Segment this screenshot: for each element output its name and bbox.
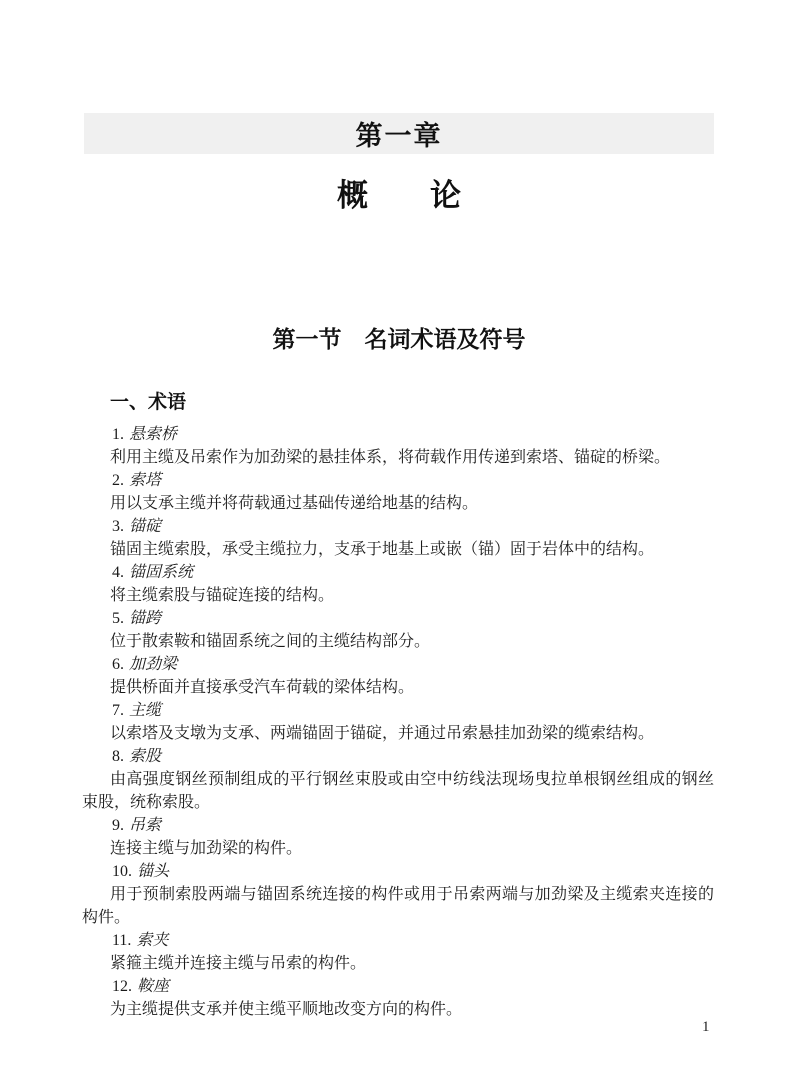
term-name: 加劲梁 bbox=[129, 656, 178, 673]
term-definition: 位于散索鞍和锚固系统之间的主缆结构部分。 bbox=[110, 633, 431, 650]
term-definition: 紧箍主缆并连接主缆与吊索的构件。 bbox=[110, 955, 367, 972]
term-title bbox=[82, 423, 714, 446]
term-definition: 用以支承主缆并将荷载通过基础传递给地基的结构。 bbox=[110, 495, 479, 512]
term-name: 索塔 bbox=[129, 472, 162, 489]
page-number: 1 bbox=[702, 1019, 710, 1035]
term-number: 10. bbox=[112, 863, 132, 880]
terms-list bbox=[82, 423, 714, 1021]
term-definition: 以索塔及支墩为支承、两端锚固于锚碇，并通过吊索悬挂加劲梁的缆索结构。 bbox=[110, 725, 655, 742]
term-definition: 用于预制索股两端与锚固系统连接的构件或用于吊索两端与加劲梁及主缆索夹连接的构件。 bbox=[82, 886, 714, 926]
chapter-label: 第一章 bbox=[355, 121, 443, 151]
chapter-title: 概 论 bbox=[337, 178, 461, 213]
term-number: 9. bbox=[112, 817, 124, 834]
subsection-heading: 一、术语 bbox=[110, 392, 187, 413]
term-name: 锚头 bbox=[137, 863, 170, 880]
term-title bbox=[82, 745, 714, 768]
term-number: 5. bbox=[112, 610, 124, 627]
term-name: 主缆 bbox=[129, 702, 162, 719]
term-name: 索夹 bbox=[136, 932, 169, 949]
term-name: 锚固系统 bbox=[129, 564, 194, 581]
term-title bbox=[82, 699, 714, 722]
term-number: 4. bbox=[112, 564, 124, 581]
term-number: 3. bbox=[112, 518, 124, 535]
section-title: 第一节 名词术语及符号 bbox=[272, 327, 526, 352]
term-definition: 由高强度钢丝预制组成的平行钢丝束股或由空中纺线法现场曳拉单根钢丝组成的钢丝束股，统称索股。 bbox=[82, 771, 714, 811]
term-number: 6. bbox=[112, 656, 124, 673]
term-number: 8. bbox=[112, 748, 124, 765]
term-title bbox=[82, 607, 714, 630]
term-name: 鞍座 bbox=[137, 978, 170, 995]
term-title bbox=[82, 860, 714, 883]
term-number: 2. bbox=[112, 472, 124, 489]
term-title bbox=[82, 929, 714, 952]
term-definition: 提供桥面并直接承受汽车荷载的梁体结构。 bbox=[110, 679, 415, 696]
term-title bbox=[82, 653, 714, 676]
term-title bbox=[82, 814, 714, 837]
term-number: 11. bbox=[112, 932, 132, 949]
term-definition: 利用主缆及吊索作为加劲梁的悬挂体系，将荷载作用传递到索塔、锚碇的桥梁。 bbox=[110, 449, 671, 466]
term-title bbox=[82, 975, 714, 998]
term-number: 12. bbox=[112, 978, 132, 995]
term-name: 锚跨 bbox=[129, 610, 162, 627]
term-title bbox=[82, 469, 714, 492]
term-name: 锚碇 bbox=[129, 518, 162, 535]
term-definition: 连接主缆与加劲梁的构件。 bbox=[110, 840, 303, 857]
term-name: 悬索桥 bbox=[129, 426, 178, 443]
term-definition: 为主缆提供支承并使主缆平顺地改变方向的构件。 bbox=[110, 1001, 463, 1018]
term-number: 1. bbox=[112, 426, 124, 443]
term-number: 7. bbox=[112, 702, 124, 719]
term-name: 吊索 bbox=[129, 817, 162, 834]
chapter-header-bar bbox=[84, 113, 714, 154]
term-name: 索股 bbox=[129, 748, 162, 765]
term-definition: 锚固主缆索股，承受主缆拉力，支承于地基上或嵌（锚）固于岩体中的结构。 bbox=[110, 541, 655, 558]
term-title bbox=[82, 515, 714, 538]
term-definition: 将主缆索股与锚碇连接的结构。 bbox=[110, 587, 335, 604]
term-title bbox=[82, 561, 714, 584]
